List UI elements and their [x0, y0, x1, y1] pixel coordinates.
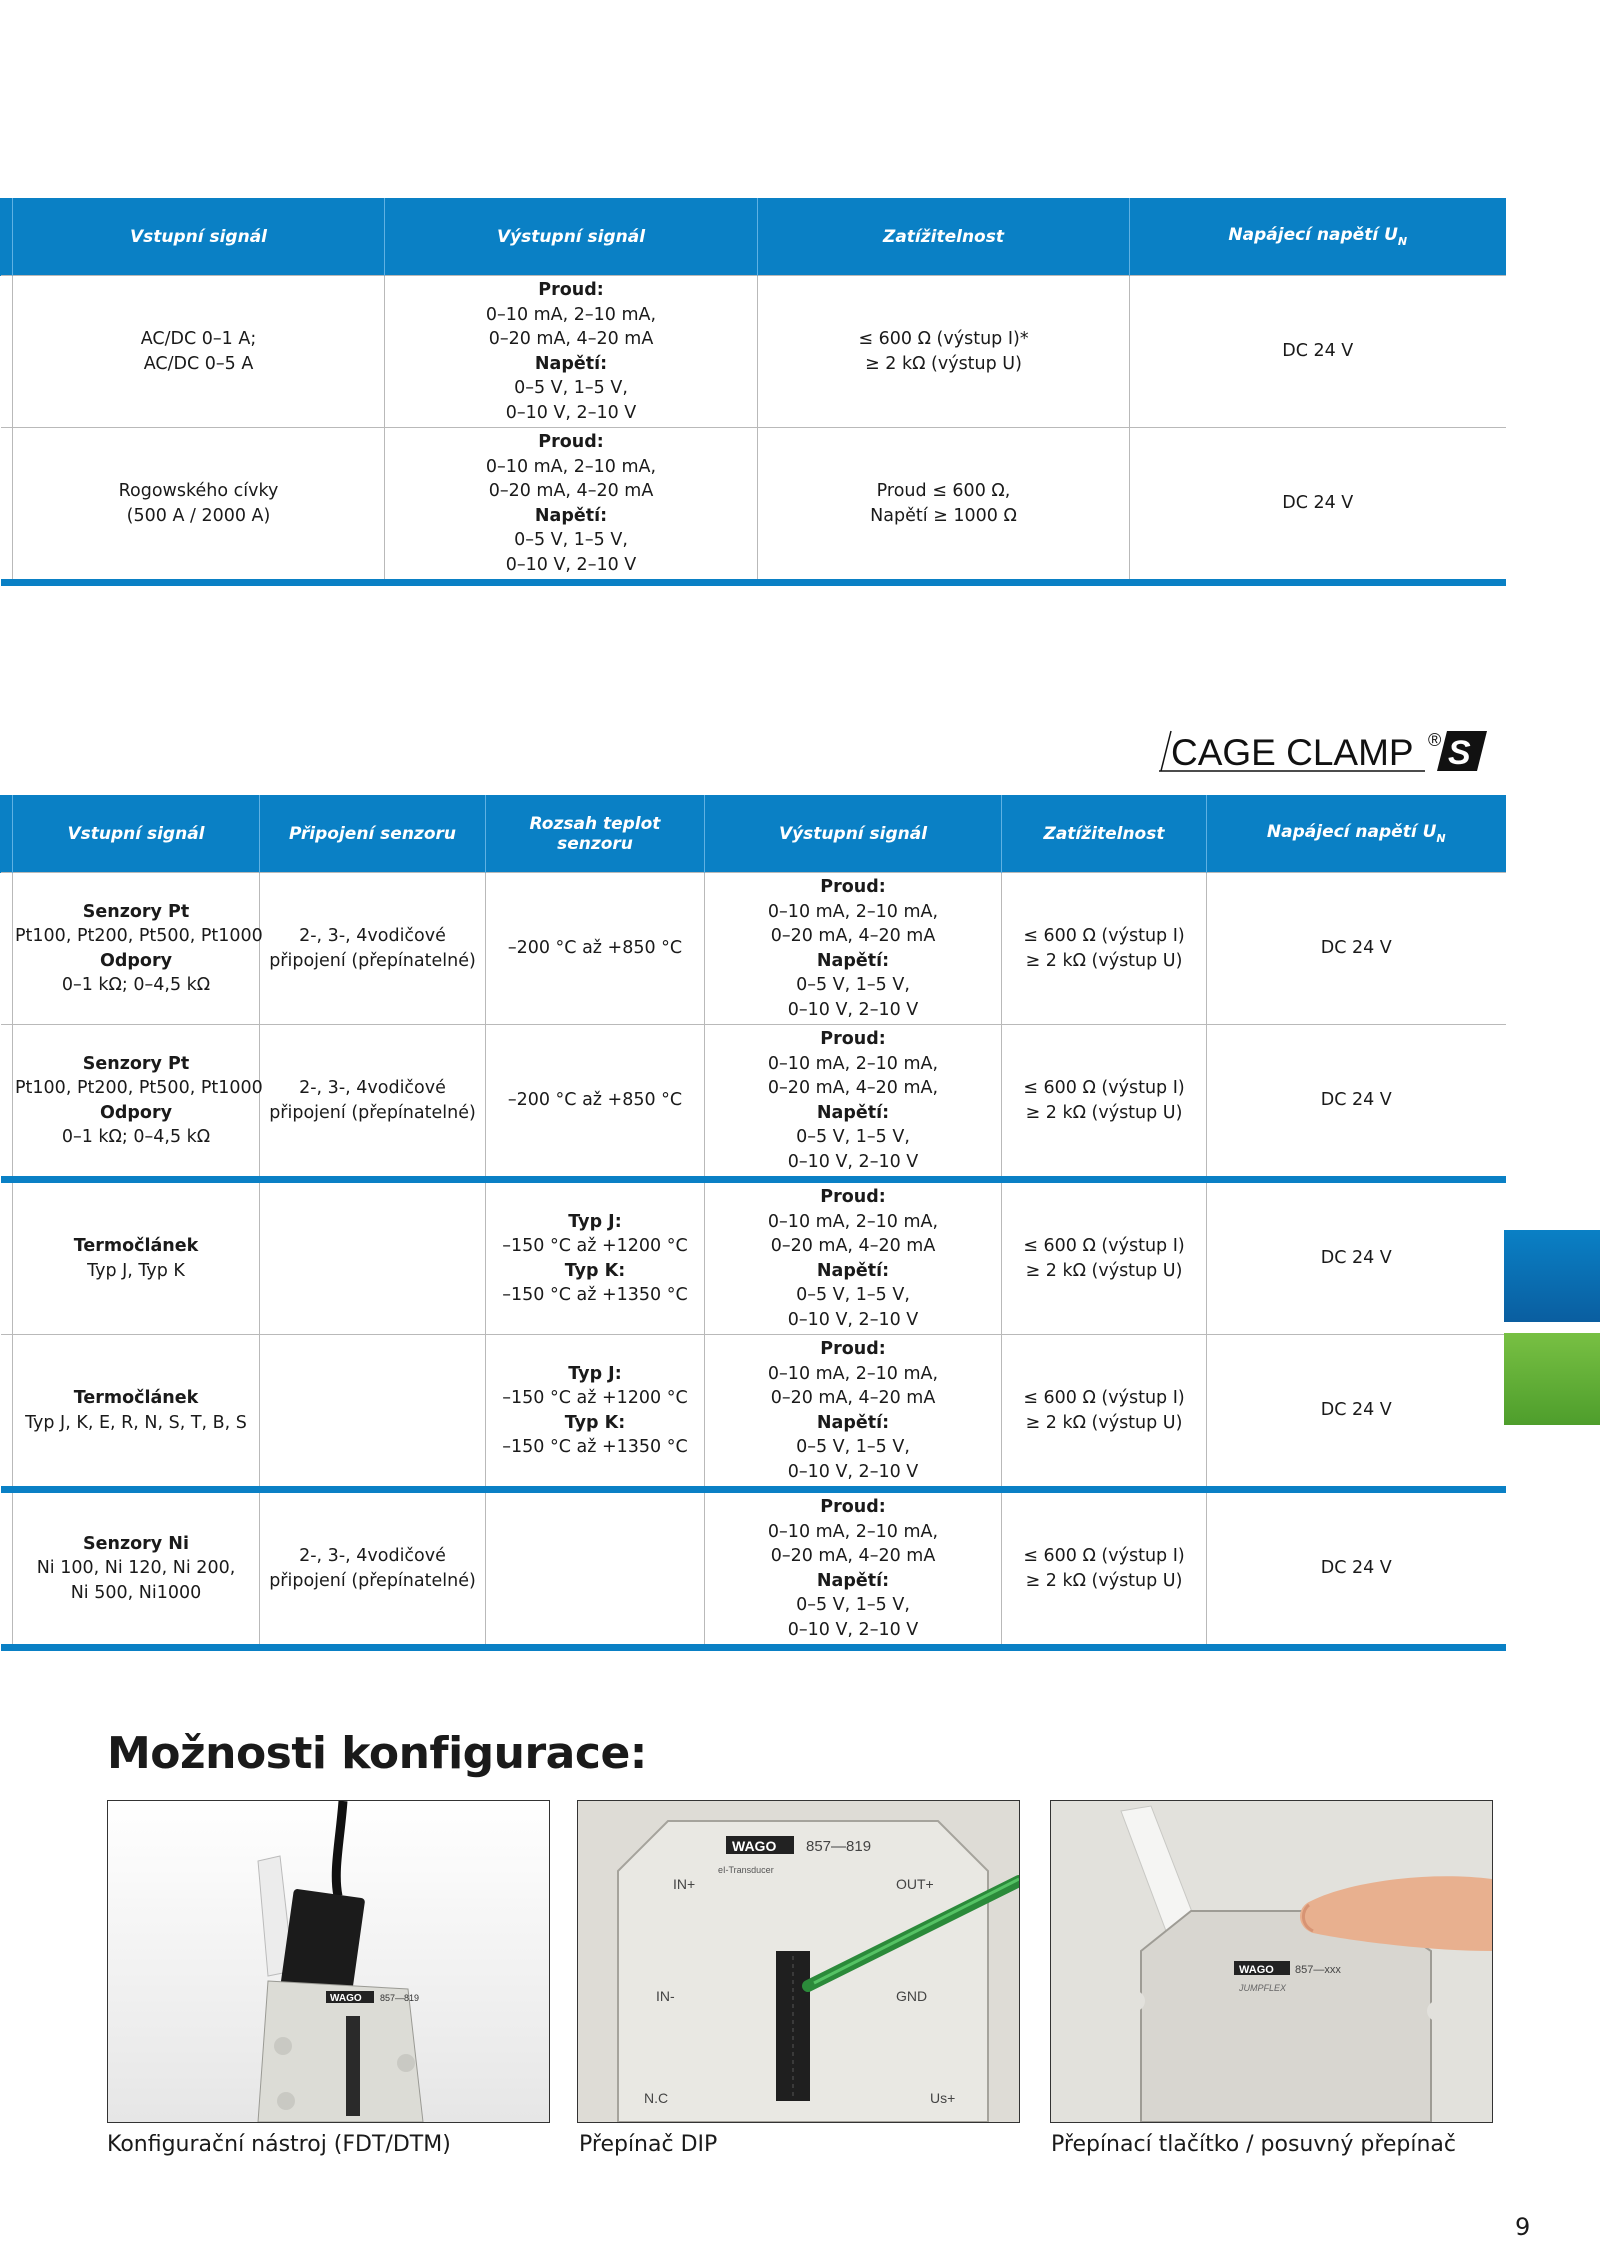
table-row: [1, 1335, 1506, 1490]
cell-supply: DC 24 V: [1207, 1335, 1506, 1490]
cell-connection: 2-, 3-, 4vodičové připojení (přepínatelné): [260, 873, 486, 1025]
svg-text:OUT+: OUT+: [896, 1876, 934, 1892]
table-current-transducers: [0, 198, 1506, 586]
svg-text:857—xxx: 857—xxx: [1295, 1964, 1341, 1976]
cell-load: Proud ≤ 600 Ω, Napětí ≥ 1000 Ω: [758, 428, 1130, 583]
cell-temp-range: [486, 1490, 705, 1648]
svg-text:857—819: 857—819: [806, 1838, 872, 1855]
table-header-row: [1, 198, 1506, 276]
table-row: [1, 873, 1506, 1025]
header-output: Výstupní signál: [705, 795, 1002, 873]
cell-input: Termočlánek Typ J, Typ K: [13, 1180, 260, 1335]
photo-push-button: [1050, 1800, 1493, 2123]
svg-text:WAGO: WAGO: [732, 1838, 777, 1854]
cell-supply: DC 24 V: [1207, 873, 1506, 1025]
table-row: [1, 1490, 1506, 1648]
caption-dip-switch: Přepínač DIP: [579, 2132, 718, 2157]
svg-text:CAGE CLAMP: CAGE CLAMP: [1171, 732, 1414, 773]
svg-text:IN-: IN-: [656, 1988, 675, 2004]
cell-supply: DC 24 V: [1207, 1180, 1506, 1335]
table-row: [1, 428, 1506, 583]
cell-input: Senzory Pt Pt100, Pt200, Pt500, Pt1000 Odpory 0–1 kΩ; 0–4,5 kΩ: [13, 873, 260, 1025]
cell-connection: 2-, 3-, 4vodičové připojení (přepínatelné): [260, 1490, 486, 1648]
caption-config-tool: Konfigurační nástroj (FDT/DTM): [107, 2132, 451, 2157]
svg-text:GND: GND: [896, 1988, 928, 2004]
section-heading: Možnosti konfigurace:: [107, 1728, 647, 1779]
table-row: [1, 276, 1506, 428]
header-input: Vstupní signál: [13, 795, 260, 873]
cell-supply: DC 24 V: [1207, 1025, 1506, 1180]
side-tab-green: [1504, 1333, 1600, 1425]
svg-text:S: S: [1448, 734, 1471, 772]
cell-connection: 2-, 3-, 4vodičové připojení (přepínatelné): [260, 1025, 486, 1180]
svg-text:eI-Transducer: eI-Transducer: [718, 1865, 774, 1875]
cell-output: Proud: 0–10 mA, 2–10 mA, 0–20 mA, 4–20 mA Napětí: 0–5 V, 1–5 V, 0–10 V, 2–10 V: [705, 1335, 1002, 1490]
table-row: [1, 1025, 1506, 1180]
cell-output: Proud: 0–10 mA, 2–10 mA, 0–20 mA, 4–20 mA Napětí: 0–5 V, 1–5 V, 0–10 V, 2–10 V: [385, 428, 758, 583]
cell-temp-range: Typ J: –150 °C až +1200 °C Typ K: –150 °C až +1350 °C: [486, 1180, 705, 1335]
header-connection: Připojení senzoru: [260, 795, 486, 873]
cell-supply: DC 24 V: [1207, 1490, 1506, 1648]
cell-load: ≤ 600 Ω (výstup I) ≥ 2 kΩ (výstup U): [1002, 1180, 1207, 1335]
cell-input: Rogowského cívky (500 A / 2000 A): [13, 428, 385, 583]
header-output: Výstupní signál: [385, 198, 758, 276]
table-header-row: [1, 795, 1506, 873]
svg-text:WAGO: WAGO: [330, 1993, 362, 2004]
page-number: 9: [1515, 2213, 1531, 2241]
side-tab-blue: [1504, 1230, 1600, 1322]
cell-temp-range: –200 °C až +850 °C: [486, 1025, 705, 1180]
cell-output: Proud: 0–10 mA, 2–10 mA, 0–20 mA, 4–20 mA Napětí: 0–5 V, 1–5 V, 0–10 V, 2–10 V: [705, 1490, 1002, 1648]
photo-config-tool: [107, 1800, 550, 2123]
cell-input: Termočlánek Typ J, K, E, R, N, S, T, B, S: [13, 1335, 260, 1490]
cell-load: ≤ 600 Ω (výstup I) ≥ 2 kΩ (výstup U): [1002, 1025, 1207, 1180]
cell-temp-range: Typ J: –150 °C až +1200 °C Typ K: –150 °C až +1350 °C: [486, 1335, 705, 1490]
svg-text:857—819: 857—819: [380, 1993, 420, 2003]
header-input: Vstupní signál: [13, 198, 385, 276]
svg-text:IN+: IN+: [673, 1876, 696, 1892]
svg-text:WAGO: WAGO: [1239, 1964, 1274, 1976]
svg-text:Us+: Us+: [930, 2090, 956, 2106]
cell-temp-range: –200 °C až +850 °C: [486, 873, 705, 1025]
cell-input: Senzory Ni Ni 100, Ni 120, Ni 200, Ni 500, Ni1000: [13, 1490, 260, 1648]
caption-push-button: Přepínací tlačítko / posuvný přepínač: [1051, 2132, 1457, 2157]
cage-clamp-logo: [1155, 729, 1487, 773]
cell-input: Senzory Pt Pt100, Pt200, Pt500, Pt1000 Odpory 0–1 kΩ; 0–4,5 kΩ: [13, 1025, 260, 1180]
svg-text:N.C: N.C: [644, 2090, 669, 2106]
cell-load: ≤ 600 Ω (výstup I)* ≥ 2 kΩ (výstup U): [758, 276, 1130, 428]
cell-supply: DC 24 V: [1130, 428, 1506, 583]
svg-text:®: ®: [1428, 730, 1442, 750]
table-row: [1, 1180, 1506, 1335]
svg-text:JUMPFLEX: JUMPFLEX: [1239, 1983, 1287, 1993]
photo-dip-switch: [577, 1800, 1020, 2123]
cell-output: Proud: 0–10 mA, 2–10 mA, 0–20 mA, 4–20 mA Napětí: 0–5 V, 1–5 V, 0–10 V, 2–10 V: [705, 873, 1002, 1025]
cell-load: ≤ 600 Ω (výstup I) ≥ 2 kΩ (výstup U): [1002, 1490, 1207, 1648]
header-supply: Napájecí napětí $U_N$: [1207, 795, 1506, 873]
header-temp-range: Rozsah teplot senzoru: [486, 795, 705, 873]
cell-input: AC/DC 0–1 A; AC/DC 0–5 A: [13, 276, 385, 428]
header-cut: [1, 198, 13, 276]
cell-supply: DC 24 V: [1130, 276, 1506, 428]
table-temperature-transducers: [0, 795, 1506, 1651]
cell-output: Proud: 0–10 mA, 2–10 mA, 0–20 mA, 4–20 mA Napětí: 0–5 V, 1–5 V, 0–10 V, 2–10 V: [705, 1180, 1002, 1335]
cell-connection: [260, 1335, 486, 1490]
cell-output: Proud: 0–10 mA, 2–10 mA, 0–20 mA, 4–20 mA, Napětí: 0–5 V, 1–5 V, 0–10 V, 2–10 V: [705, 1025, 1002, 1180]
header-load: Zatížitelnost: [1002, 795, 1207, 873]
cell-load: ≤ 600 Ω (výstup I) ≥ 2 kΩ (výstup U): [1002, 1335, 1207, 1490]
cell-load: ≤ 600 Ω (výstup I) ≥ 2 kΩ (výstup U): [1002, 873, 1207, 1025]
cell-connection: [260, 1180, 486, 1335]
cell-output: Proud: 0–10 mA, 2–10 mA, 0–20 mA, 4–20 mA Napětí: 0–5 V, 1–5 V, 0–10 V, 2–10 V: [385, 276, 758, 428]
header-supply: Napájecí napětí $U_N$: [1130, 198, 1506, 276]
header-load: Zatížitelnost: [758, 198, 1130, 276]
